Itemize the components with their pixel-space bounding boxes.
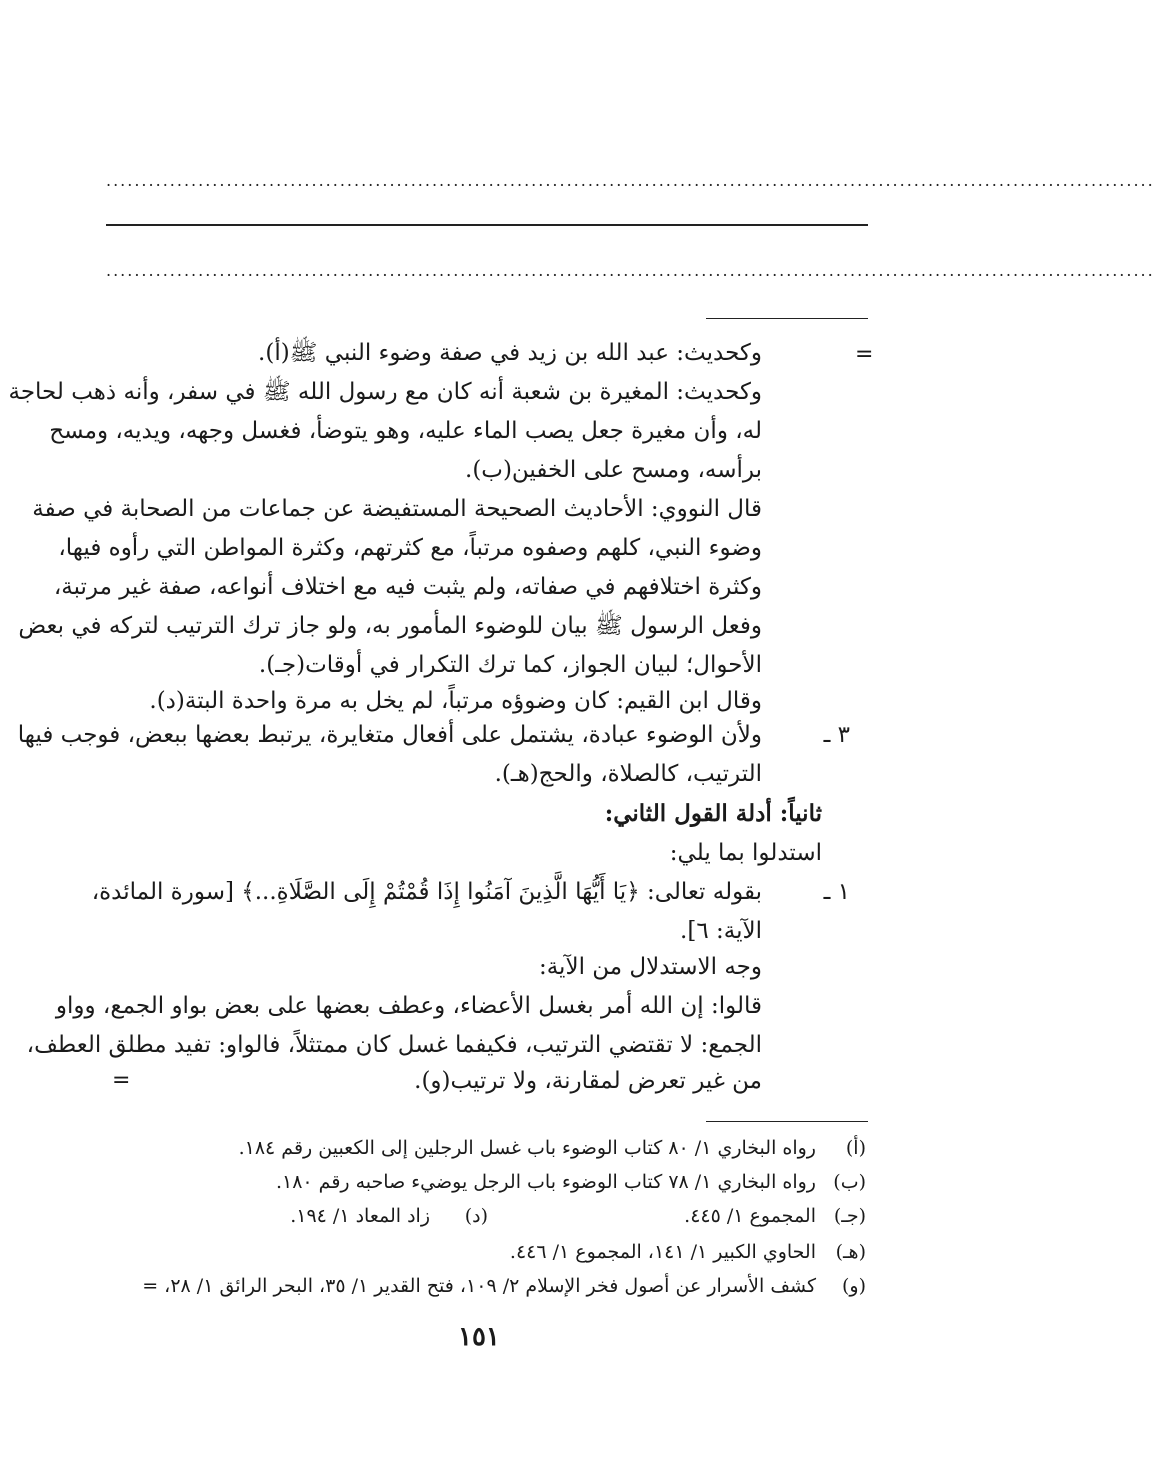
body-line-1: وكحديث: عبد الله بن زيد في صفة وضوء النبي ﷺ(أ). <box>258 340 762 366</box>
item-number-3: ٣ ـ <box>823 722 850 748</box>
footnote-mark: (أ) <box>845 1137 866 1159</box>
body-line-17: وجه الاستدلال من الآية: <box>538 954 762 980</box>
continued-footnote-rule <box>706 318 868 319</box>
footnote-text: المجموع ١/ ٤٤٥. <box>684 1205 816 1227</box>
body-line-19: الجمع: لا تقتضي الترتيب، فكيفما غسل كان ممتثلاً، فالواو: تفيد مطلق العطف، <box>26 1032 762 1058</box>
footnote-mark: (و) <box>841 1275 866 1297</box>
page-number: ١٥١ <box>458 1322 500 1352</box>
body-line-2: وكحديث: المغيرة بن شعبة أنه كان مع رسول الله ﷺ في سفر، وأنه ذهب لحاجة <box>8 379 762 405</box>
separator-rule <box>106 224 868 226</box>
body-line-18: قالوا: إن الله أمر بغسل الأعضاء، وعطف بعضها على بعض بواو الجمع، وواو <box>55 993 762 1019</box>
quran-verse-line: بقوله تعالى: ﴿يَا أَيُّهَا الَّذِينَ آمَنُوا إِذَا قُمْتُمْ إِلَى الصَّلَاةِ...﴾ [سورة المائدة، <box>91 879 762 905</box>
footnote-rule <box>706 1121 868 1122</box>
body-line-7: وكثرة اختلافهم في صفاته، ولم يثبت فيه مع اختلاف أنواعه، صفة غير مرتبة، <box>53 574 762 600</box>
continuation-mark-start: = <box>855 342 874 367</box>
body-line-8: وفعل الرسول ﷺ بيان للوضوء المأمور به، ولو جاز ترك الترتيب لتركه في بعض <box>18 613 762 639</box>
body-line-12: الترتيب، كالصلاة، والحج(هـ). <box>494 761 762 787</box>
body-line-3: له، وأن مغيرة جعل يصب الماء عليه، وهو يتوضأ، فغسل وجهه، ويديه، ومسح <box>49 418 762 444</box>
section-heading: ثانياً: أدلة القول الثاني: <box>604 800 822 827</box>
body-line-14: استدلوا بما يلي: <box>669 840 822 866</box>
dotted-separator-bottom: .................................................................................................................................................... <box>106 261 1155 280</box>
body-line-20: من غير تعرض لمقارنة، ولا ترتيب(و). <box>414 1068 762 1094</box>
footnote-text: رواه البخاري ١/ ٧٨ كتاب الوضوء باب الرجل يوضيء صاحبه رقم ١٨٠. <box>275 1171 816 1193</box>
body-line-16: الآية: ٦]. <box>680 918 762 944</box>
footnote-text: الحاوي الكبير ١/ ١٤١، المجموع ١/ ٤٤٦. <box>509 1241 816 1263</box>
footnote-text: زاد المعاد ١/ ١٩٤. <box>290 1205 430 1227</box>
footnote-mark: (جـ) <box>833 1205 866 1227</box>
body-line-11: ولأن الوضوء عبادة، يشتمل على أفعال متغايرة، يرتبط بعضها ببعض، فوجب فيها <box>17 722 762 748</box>
footnote-mark: (د) <box>464 1205 488 1227</box>
continuation-mark-end: = <box>112 1068 131 1093</box>
body-line-5: قال النووي: الأحاديث الصحيحة المستفيضة عن جماعات من الصحابة في صفة <box>32 496 762 522</box>
body-line-9: الأحوال؛ لبيان الجواز، كما ترك التكرار في أوقات(جـ). <box>258 652 762 678</box>
body-line-10: وقال ابن القيم: كان وضوؤه مرتباً، لم يخل به مرة واحدة البتة(د). <box>149 688 762 714</box>
body-line-6: وضوء النبي، كلهم وصفوه مرتباً، مع كثرتهم، وكثرة المواطن التي رأوه فيها، <box>58 535 762 561</box>
dotted-separator-top: .................................................................................................................................................... <box>106 171 1155 190</box>
footnote-text: رواه البخاري ١/ ٨٠ كتاب الوضوء باب غسل الرجلين إلى الكعبين رقم ١٨٤. <box>238 1137 816 1159</box>
body-line-4: برأسه، ومسح على الخفين(ب). <box>465 457 762 483</box>
footnote-text: كشف الأسرار عن أصول فخر الإسلام ٢/ ١٠٩، فتح القدير ١/ ٣٥، البحر الرائق ١/ ٢٨، = <box>142 1275 816 1297</box>
footnote-mark: (ب) <box>833 1171 866 1193</box>
footnote-mark: (هـ) <box>835 1241 866 1263</box>
item-number-1: ١ ـ <box>823 879 850 905</box>
